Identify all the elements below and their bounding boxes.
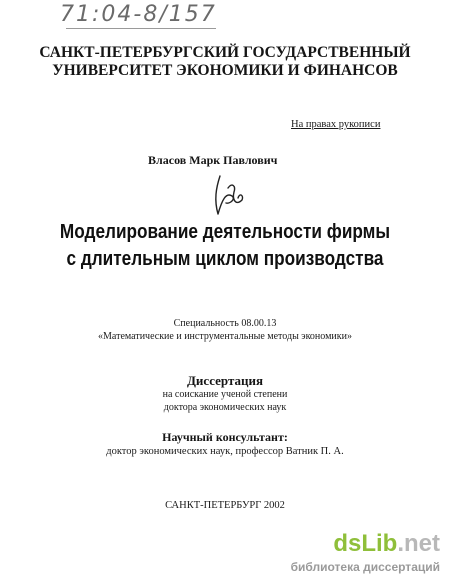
university-name-line2: УНИВЕРСИТЕТ ЭКОНОМИКИ И ФИНАНСОВ (52, 62, 398, 79)
dissertation-title-line2: с длительным циклом производства (66, 248, 384, 270)
specialty-name: «Математические и инструментальные методы экономики» (98, 331, 352, 342)
university-name-line1: САНКТ-ПЕТЕРБУРГСКИЙ ГОСУДАРСТВЕННЫЙ (39, 44, 411, 61)
degree-line2: доктора экономических наук (163, 402, 287, 413)
dissertation-title-line1: Моделирование деятельности фирмы (59, 221, 391, 243)
catalog-number-handwritten (60, 2, 217, 27)
author-signature (210, 170, 250, 220)
dissertation-heading: Диссертация (186, 373, 264, 388)
degree-info (0, 388, 450, 414)
catalog-number-underline (66, 28, 216, 29)
degree-line1: на соискание ученой степени (162, 389, 288, 400)
dissertation-title (32, 219, 419, 273)
dslib-tagline: библиотека диссертаций (290, 560, 440, 574)
catalog-number-text: 71:04-8/157 (60, 2, 217, 27)
dslib-logo (333, 530, 440, 558)
specialty-code: Специальность 08.00.13 (173, 318, 277, 329)
city-and-year: САНКТ-ПЕТЕРБУРГ 2002 (165, 500, 285, 511)
consultant-heading: Научный консультант: (162, 430, 288, 444)
consultant-name: доктор экономических наук, профессор Ватник П. А. (106, 446, 344, 457)
dslib-watermark (230, 530, 444, 578)
manuscript-rights-note: На правах рукописи (291, 119, 381, 130)
author-name: Власов Марк Павлович (148, 153, 278, 167)
dslib-logo-text: dsLib.net (333, 530, 440, 557)
university-name (0, 44, 450, 80)
specialty-block (0, 317, 450, 343)
